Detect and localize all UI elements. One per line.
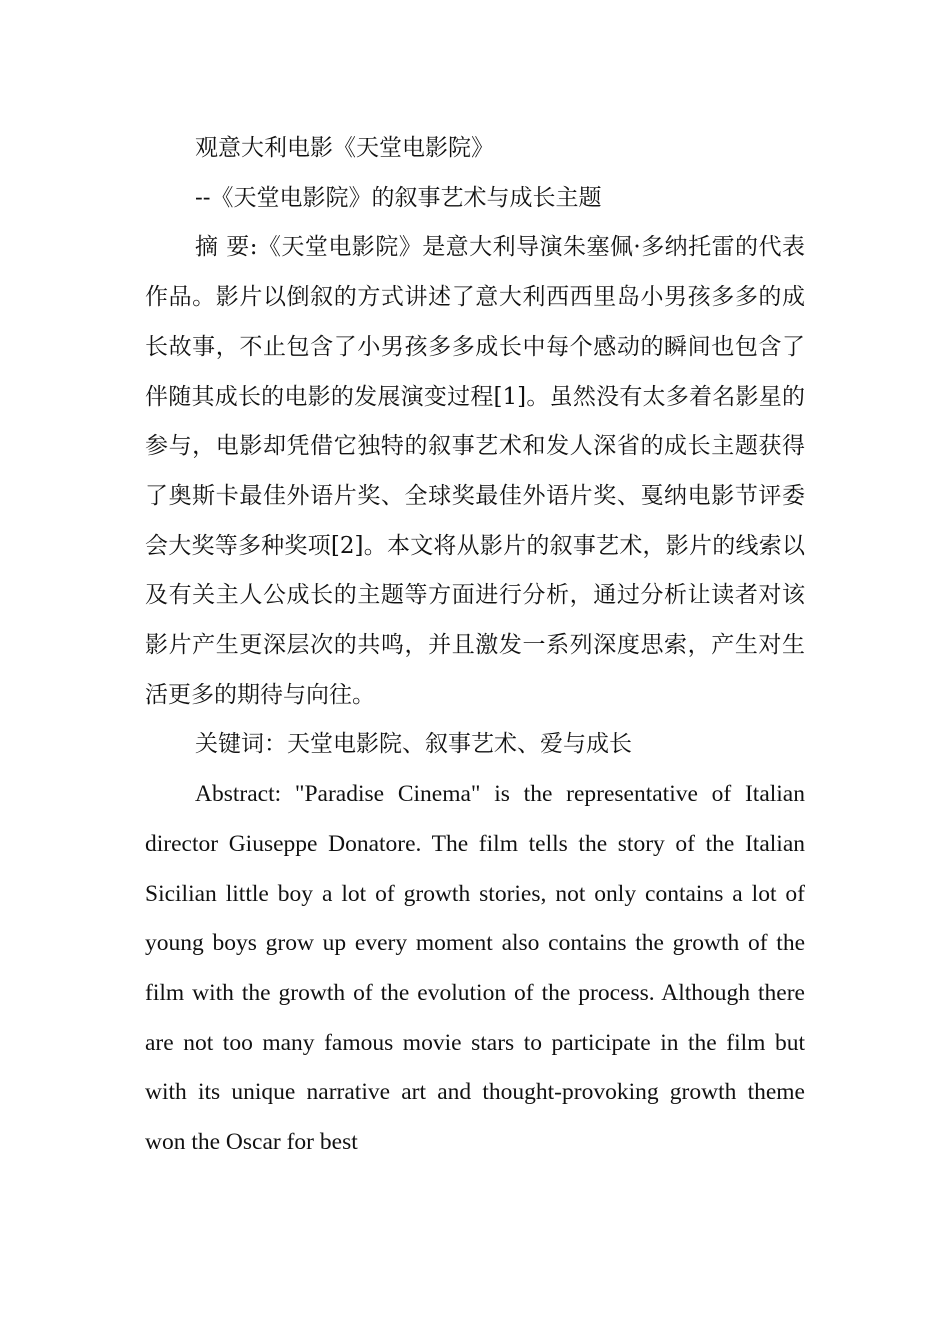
chinese-keywords: 关键词：天堂电影院、叙事艺术、爱与成长 (195, 731, 632, 758)
document-subtitle: --《天堂电影院》的叙事艺术与成长主题 (195, 184, 602, 211)
document-title: 观意大利电影《天堂电影院》 (195, 135, 494, 161)
document-page (145, 124, 805, 1168)
english-abstract: Abstract: "Paradise Cinema" is the representative of Italian director Giuseppe Donatore. The film tells the story of the Italian Sicilian little boy a lot of growth stories, not only contains a lot of young boys grow up every moment also contains the growth of the film with the growth of the evolution of the process. Although there are not too many famous movie stars to participate in the film but with its unique narrative art and thought-provoking growth theme won the Oscar for best (145, 781, 805, 1156)
chinese-abstract: 摘 要:《天堂电影院》是意大利导演朱塞佩·多纳托雷的代表作品。影片以倒叙的方式讲述了意大利西西里岛小男孩多多的成长故事，不止包含了小男孩多多成长中每个感动的瞬间也包含了伴随其成长的电影的发展演变过程[1]。虽然没有太多着名影星的参与，电影却凭借它独特的叙事艺术和发人深省的成长主题获得了奥斯卡最佳外语片奖、全球奖最佳外语片奖、戛纳电影节评委会大奖等多种奖项[2]。本文将从影片的叙事艺术，影片的线索以及有关主人公成长的主题等方面进行分析，通过分析让读者对该影片产生更深层次的共鸣，并且激发一系列深度思索，产生对生活更多的期待与向往。 (145, 234, 805, 708)
